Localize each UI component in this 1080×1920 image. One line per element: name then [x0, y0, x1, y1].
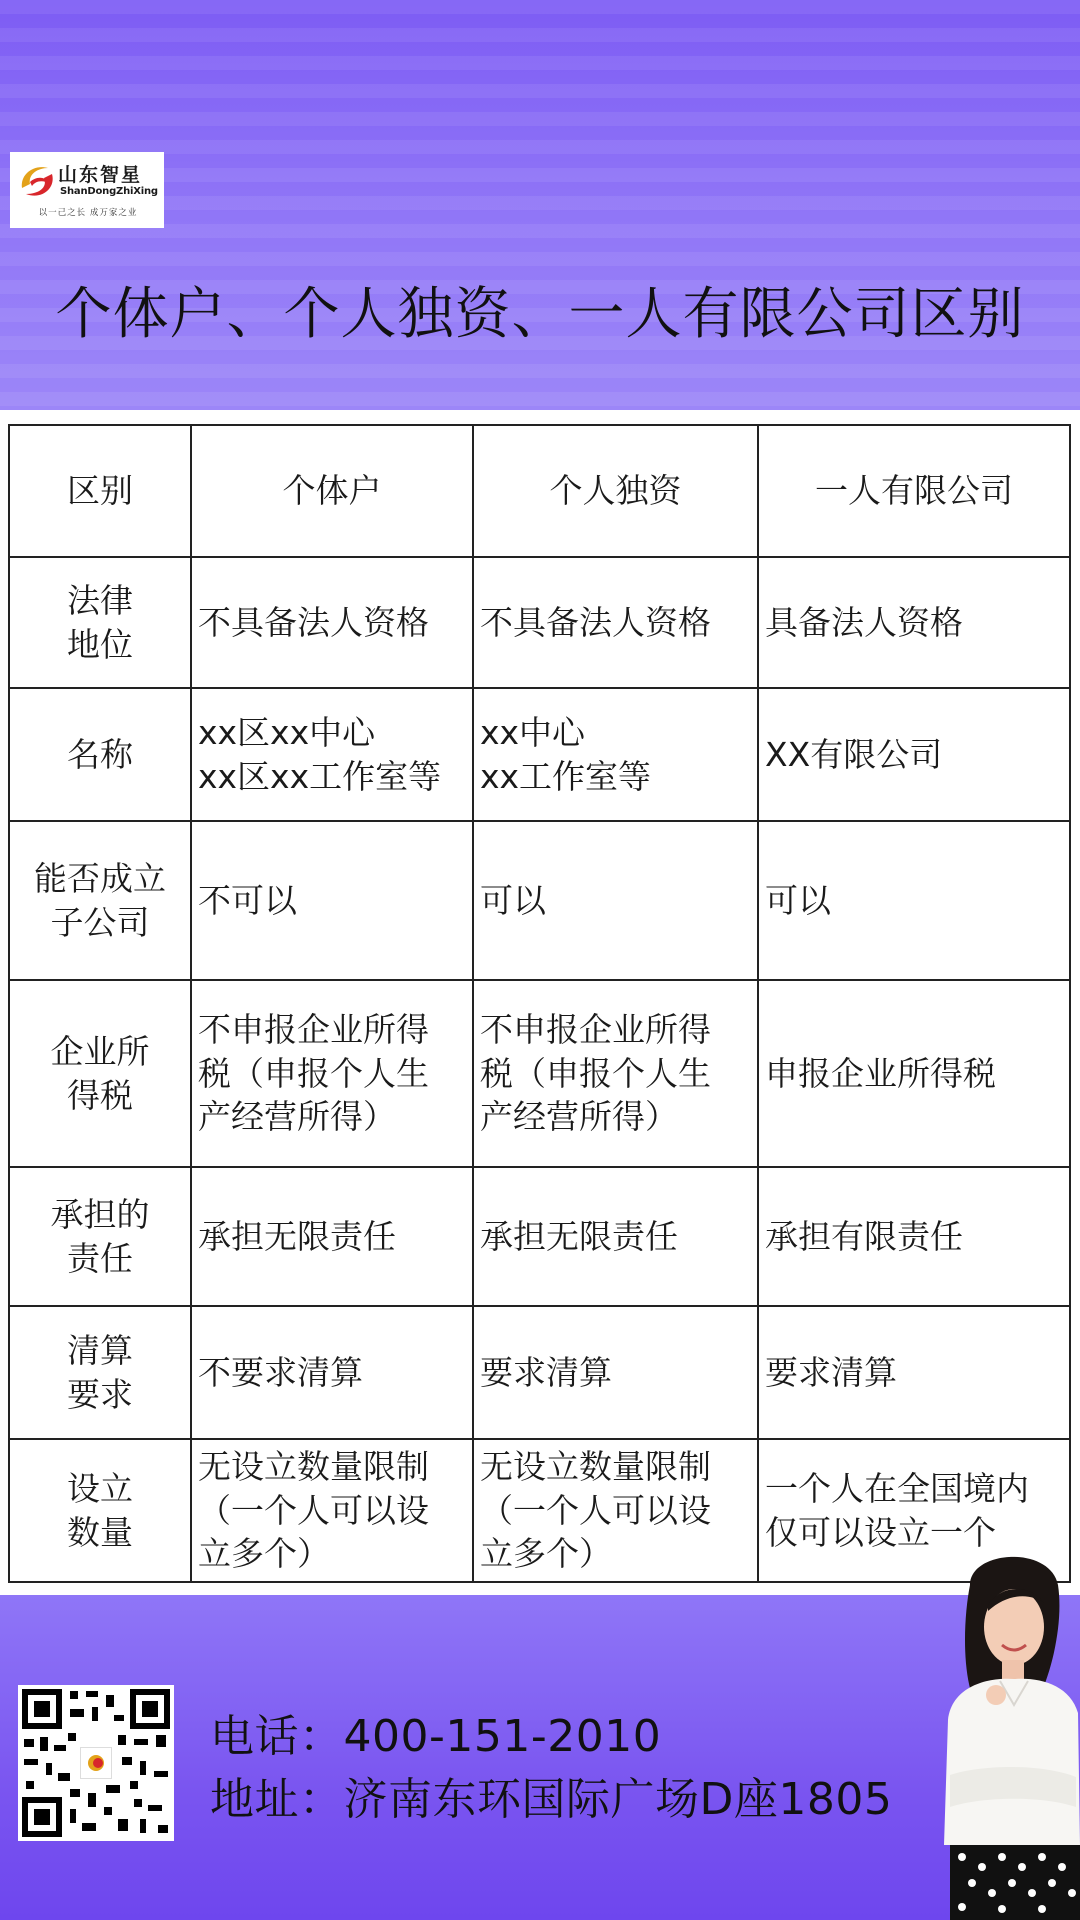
header-banner: [0, 0, 1080, 410]
table-cell: 无设立数量限制 （一个人可以设 立多个）: [473, 1439, 758, 1582]
table-header-cell: 个人独资: [473, 425, 758, 557]
table-cell: 不申报企业所得 税（申报个人生 产经营所得）: [191, 980, 473, 1167]
table-cell: 不可以: [191, 821, 473, 980]
brand-logo: [10, 152, 164, 228]
row-label: 设立 数量: [9, 1439, 191, 1582]
table-cell: 不要求清算: [191, 1306, 473, 1439]
row-label: 法律 地位: [9, 557, 191, 688]
table-cell: XX有限公司: [758, 688, 1070, 821]
table-row: [9, 688, 1070, 821]
table-cell: 申报企业所得税: [758, 980, 1070, 1167]
row-label: 承担的 责任: [9, 1167, 191, 1306]
table-row: [9, 1439, 1070, 1582]
table-cell: 承担无限责任: [191, 1167, 473, 1306]
table-cell: 不具备法人资格: [191, 557, 473, 688]
table-cell: 可以: [758, 821, 1070, 980]
table-row: [9, 557, 1070, 688]
footer-banner: [0, 1595, 1080, 1920]
table-header-cell: 区别: [9, 425, 191, 557]
row-label: 能否成立 子公司: [9, 821, 191, 980]
brand-slogan: 以一己之长 成万家之业: [38, 208, 138, 218]
table-cell: 承担有限责任: [758, 1167, 1070, 1306]
table-cell: 可以: [473, 821, 758, 980]
table-cell: xx区xx中心 xx区xx工作室等: [191, 688, 473, 821]
qr-code-icon[interactable]: [18, 1685, 174, 1841]
presenter-photo: [930, 1545, 1080, 1920]
comparison-table: [8, 424, 1071, 1583]
table-cell: 要求清算: [758, 1306, 1070, 1439]
table-header-cell: 一人有限公司: [758, 425, 1070, 557]
table-row: [9, 821, 1070, 980]
brand-logo-icon: [16, 160, 58, 202]
qr-logo-icon: [80, 1747, 112, 1779]
contact-address: 地址：济南东环国际广场D座1805: [210, 1774, 893, 1825]
comparison-panel: [0, 410, 1080, 1595]
table-cell: 要求清算: [473, 1306, 758, 1439]
table-header-cell: 个体户: [191, 425, 473, 557]
page-title: 个体户、个人独资、一人有限公司区别: [55, 282, 1025, 347]
table-cell: 具备法人资格: [758, 557, 1070, 688]
table-row: [9, 1306, 1070, 1439]
row-label: 名称: [9, 688, 191, 821]
brand-name-en: ShanDongZhiXing: [60, 186, 158, 197]
table-header-row: [9, 425, 1070, 557]
table-row: [9, 1167, 1070, 1306]
brand-name-cn: 山东智星: [58, 164, 143, 186]
table-cell: 无设立数量限制 （一个人可以设 立多个）: [191, 1439, 473, 1582]
table-cell: 承担无限责任: [473, 1167, 758, 1306]
row-label: 企业所 得税: [9, 980, 191, 1167]
table-cell: 不具备法人资格: [473, 557, 758, 688]
table-cell: 一个人在全国境内 仅可以设立一个: [758, 1439, 1070, 1582]
contact-phone: 电话：400-151-2010: [210, 1711, 662, 1762]
table-cell: 不申报企业所得 税（申报个人生 产经营所得）: [473, 980, 758, 1167]
table-cell: xx中心 xx工作室等: [473, 688, 758, 821]
row-label: 清算 要求: [9, 1306, 191, 1439]
table-row: [9, 980, 1070, 1167]
